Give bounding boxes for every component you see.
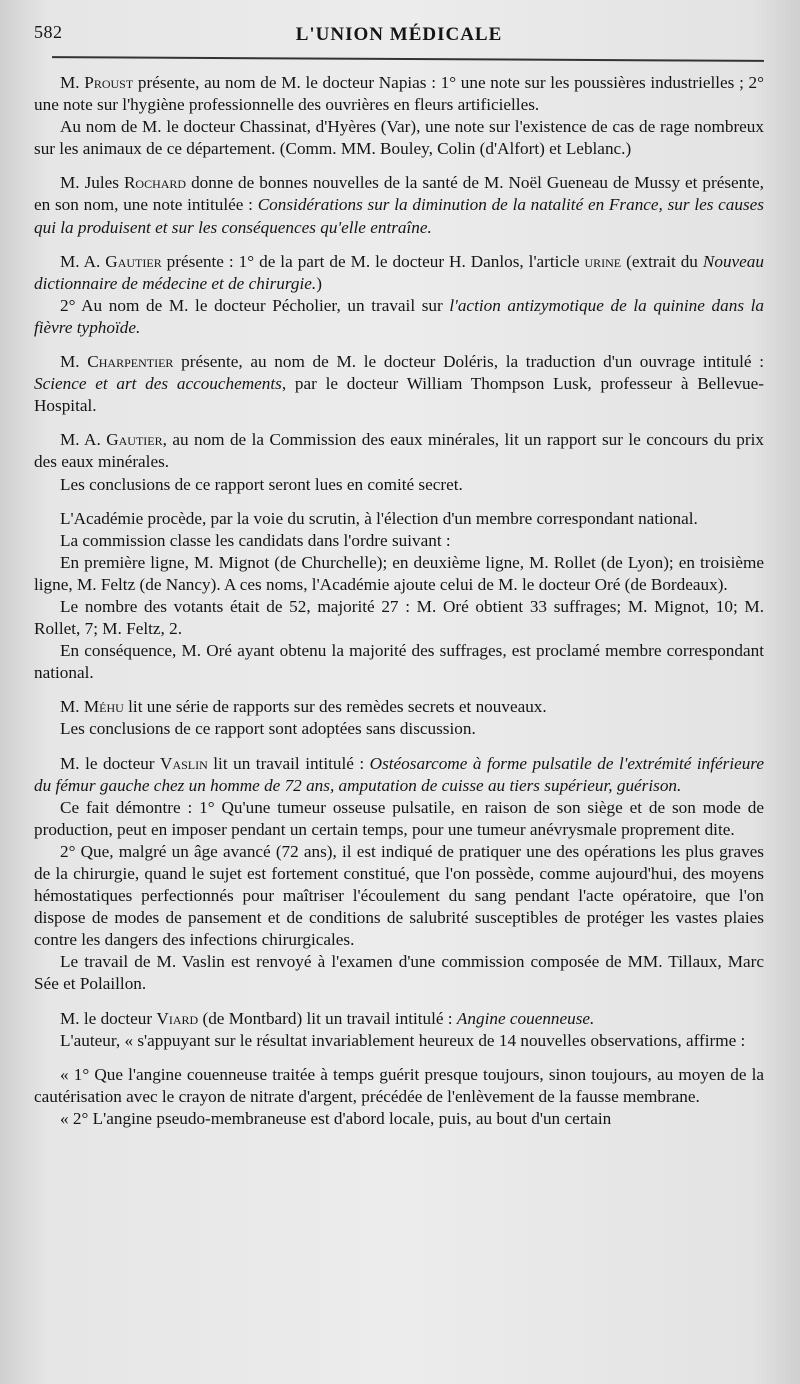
paragraph [34,172,764,238]
text-run: 2° Que, malgré un âge avancé (72 ans), il est indiqué de pratiquer une des opérations les plus graves de la chirurgie, quand le sujet est fortement constitué, que l'on possède, comme aujourd'hui, des moyens hémostatiques perfectionnés pour maîtriser l'écoulement du sang pendant l'acte opératoire, que l'on dispose de modes de pansement et de conditions de salubrité susceptibles de protéger les vastes plaies contre les dangers des infections chirurgicales. [34,841,764,950]
text-run: M. A. [60,251,106,271]
paragraph [34,1064,764,1108]
text-run: présente, au nom de M. le docteur Doléris, la traduction d'un ouvrage intitulé : [173,352,764,372]
paragraph [34,1030,764,1052]
text-run: En conséquence, M. Oré ayant obtenu la majorité des suffrages, est proclamé membre correspondant national. [34,641,764,683]
text-run: présente, au nom de M. le docteur Napias : 1° une note sur les poussières industrielles ; 2° une note sur l'hygiène professionnelle des ouvrières en fleurs artificielles. [34,73,764,115]
text-run: M. A. [60,430,107,450]
paragraph [34,508,764,530]
text-run: M. Jules [60,173,124,193]
text-run: 2° Au nom de M. le docteur Pécholier, un travail sur [60,295,450,315]
text-run: lit une série de rapports sur des remèdes secrets et nouveaux. [123,697,547,717]
paragraph [34,951,764,995]
paragraph [34,251,764,295]
paragraph [34,1108,764,1130]
text-run: (extrait du [621,251,703,271]
journal-title: L'UNION MÉDICALE [295,24,503,45]
small-caps-name: Proust [84,73,134,92]
small-caps-name: Gautier [106,430,163,450]
text-run: En première ligne, M. Mignot (de Churchelle); en deuxième ligne, M. Rollet (de Lyon); en troisième ligne, M. Feltz (de Nancy). A ces noms, l'Académie ajoute celui de M. le docteur Oré (de Bordeaux). [34,552,764,594]
text-run: M. [60,73,85,92]
paragraph [34,696,764,718]
small-caps-name: Vaslin [160,753,208,773]
small-caps-name: Gautier [105,251,162,271]
italic-title: Nouveau dictionnaire de médecine et de chirurgie. [34,251,764,293]
text-run: Le travail de M. Vaslin est renvoyé à l'examen d'une commission composée de MM. Tillaux, Marc Sée et Polaillon. [34,952,764,994]
paragraph [34,640,764,684]
small-caps-name: Rochard [123,173,187,193]
text-run: « 1° Que l'angine couenneuse traitée à temps guérit presque toujours, sinon toujours, au moyen de la cautérisation avec le crayon de nitrate d'argent, précédée de l'enlèvement de la fausse membrane. [34,1064,764,1106]
text-run: Ce fait démontre : 1° Qu'une tumeur osseuse pulsatile, en raison de son siège et de son mode de production, peut en imposer pendant un certain temps, pour une tumeur anévrysmale proprement dite. [34,797,764,839]
text-run: (de Montbard) lit un travail intitulé : [198,1008,457,1028]
text-run: Les conclusions de ce rapport seront lues en comité secret. [60,474,463,494]
small-caps-name: Viard [156,1008,199,1028]
text-run: , au nom de la Commission des eaux minérales, lit un rapport sur le concours du prix des eaux minérales. [34,430,764,472]
small-caps-name: urine [584,251,622,271]
text-run: Le nombre des votants était de 52, majorité 27 : M. Oré obtient 33 suffrages; M. Mignot, 10; M. Rollet, 7; M. Feltz, 2. [34,596,764,639]
text-run: L'Académie procède, par la voie du scrutin, à l'élection d'un membre correspondant national. [60,508,698,528]
paragraph [34,351,764,417]
text-run: M. le docteur [60,753,161,773]
small-caps-name: Charpentier [87,352,174,372]
italic-title: Science et art des accouchements [34,374,282,394]
italic-title: Angine couenneuse. [456,1008,595,1028]
text-run: L'auteur, « s'appuyant sur le résultat invariablement heureux de 14 nouvelles observations, affirme : [60,1030,746,1050]
text-run: donne de bonnes nouvelles de la santé de M. Noël Gueneau de Mussy et présente, en son nom, une note intitulée : [34,173,764,215]
text-run: ) [316,273,322,293]
text-run: lit un travail intitulé : [207,753,370,773]
paragraph [34,530,764,552]
paragraph [34,72,764,116]
paragraph [34,841,764,951]
page-number: 582 [34,22,63,42]
paragraph [34,797,764,841]
text-run: M. [60,697,84,717]
text-run: « 2° L'angine pseudo-membraneuse est d'abord locale, puis, au bout d'un certain [60,1108,612,1128]
text-run: Au nom de M. le docteur Chassinat, d'Hyères (Var), une note sur l'existence de cas de rage nombreux sur les animaux de ce département. (Comm. MM. Bouley, Colin (d'Alfort) et Leblanc.) [34,117,764,159]
paragraph [34,1008,764,1030]
text-run: , par le docteur William Thompson Lusk, professeur à Bellevue-Hospital. [34,374,765,416]
paragraph [34,596,764,640]
italic-title: Considérations sur la diminution de la natalité en France, sur les causes qui la produisent et sur les conséquences qu'elle entraîne. [34,195,764,237]
text-run: Les conclusions de ce rapport sont adoptées sans discussion. [60,719,476,739]
paragraph [34,753,764,797]
text-run: La commission classe les candidats dans l'ordre suivant : [60,530,451,550]
paragraph [34,116,764,160]
italic-title: l'action antizymotique de la quinine dans la fièvre typhoïde. [34,295,765,337]
text-run: M. le docteur [60,1008,157,1028]
text-run: M. [60,352,88,372]
paragraph [34,429,764,473]
paragraph [34,474,764,496]
text-run: présente : 1° de la part de M. le docteur H. Danlos, l'article [161,251,585,271]
paragraph [34,718,764,740]
header-rule [52,56,764,62]
article-body [34,72,764,1130]
italic-title: Ostéosarcome à forme pulsatile de l'extrémité inférieure du fémur gauche chez un homme de 72 ans, amputation de cuisse au tiers supérieur, guérison. [34,753,764,795]
paragraph [34,552,764,596]
paragraph [34,295,764,339]
page-header [34,18,764,52]
small-caps-name: Méhu [83,697,124,717]
